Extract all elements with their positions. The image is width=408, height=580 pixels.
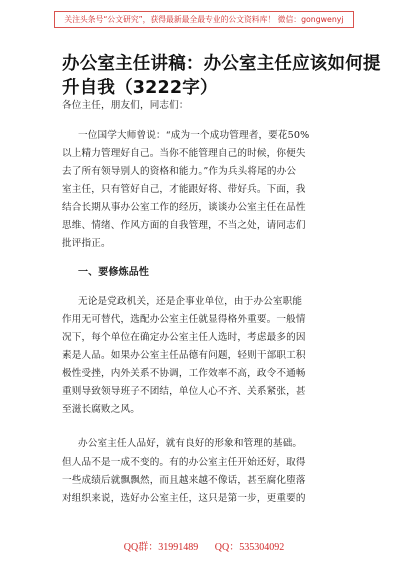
promo-banner: 关注头条号“公文研究”，获得最新最全最专业的公文资料库！ 微信：gongwenyj (54, 11, 354, 28)
body-line: 结合长期从事办公室工作的经历，谈谈办公室主任在品性 (62, 202, 306, 213)
body-line: 一位国学大师曾说：“成为一个成功管理者，要花50% (78, 130, 310, 141)
body-line: 一些成绩后就飘飘然，而且越来越不像话，甚至腐化堕落 (62, 475, 306, 486)
body-line: 室主任，只有管好自己，才能跟好将、带好兵。下面，我 (62, 184, 306, 195)
footer-qq: QQ：535304092 (214, 542, 285, 553)
body-line: 以上精力管理好自己。当你不能管理自己的时候，你便失 (62, 148, 306, 159)
document-title-line-2: 升自我（3222字） (62, 78, 218, 98)
section-heading: 一、要修炼品性 (78, 267, 150, 278)
body-line: 重则导致领导班子不团结，单位人心不齐、关系紧张，甚 (62, 386, 306, 397)
body-line: 思维、情绪、作风方面的自我管理，不当之处，请同志们 (62, 220, 306, 231)
body-line: 极性受挫，内外关系不协调，工作效率不高，政令不通畅 (62, 368, 306, 379)
body-line: 各位主任，朋友们，同志们： (62, 100, 189, 111)
body-line: 无论是党政机关，还是企事业单位，由于办公室职能 (78, 296, 303, 307)
body-line: 对组织来说，选好办公室主任，这只是第一步，更重要的 (62, 493, 306, 504)
footer (0, 538, 408, 553)
footer-qq-group: QQ群：31991489 (123, 542, 199, 553)
document-title-line-1: 办公室主任讲稿：办公室主任应该如何提 (62, 54, 381, 74)
body-line: 至滋长腐败之风。 (62, 404, 140, 415)
body-line: 去了所有领导别人的资格和能力。”作为兵头将尾的办公 (62, 166, 297, 177)
body-line: 办公室主任人品好，就有良好的形象和管理的基础。 (78, 438, 303, 449)
body-line: 作用无可替代，选配办公室主任就显得格外重要。一般情 (62, 314, 306, 325)
body-line: 批评指正。 (62, 238, 111, 249)
body-line: 况下，每个单位在确定办公室主任人选时，考虑最多的因 (62, 332, 306, 343)
body-line: 但人品不是一成不变的。有的办公室主任开始还好，取得 (62, 457, 306, 468)
body-line: 素是人品。如果办公室主任品德有问题，轻则干部职工积 (62, 350, 306, 361)
